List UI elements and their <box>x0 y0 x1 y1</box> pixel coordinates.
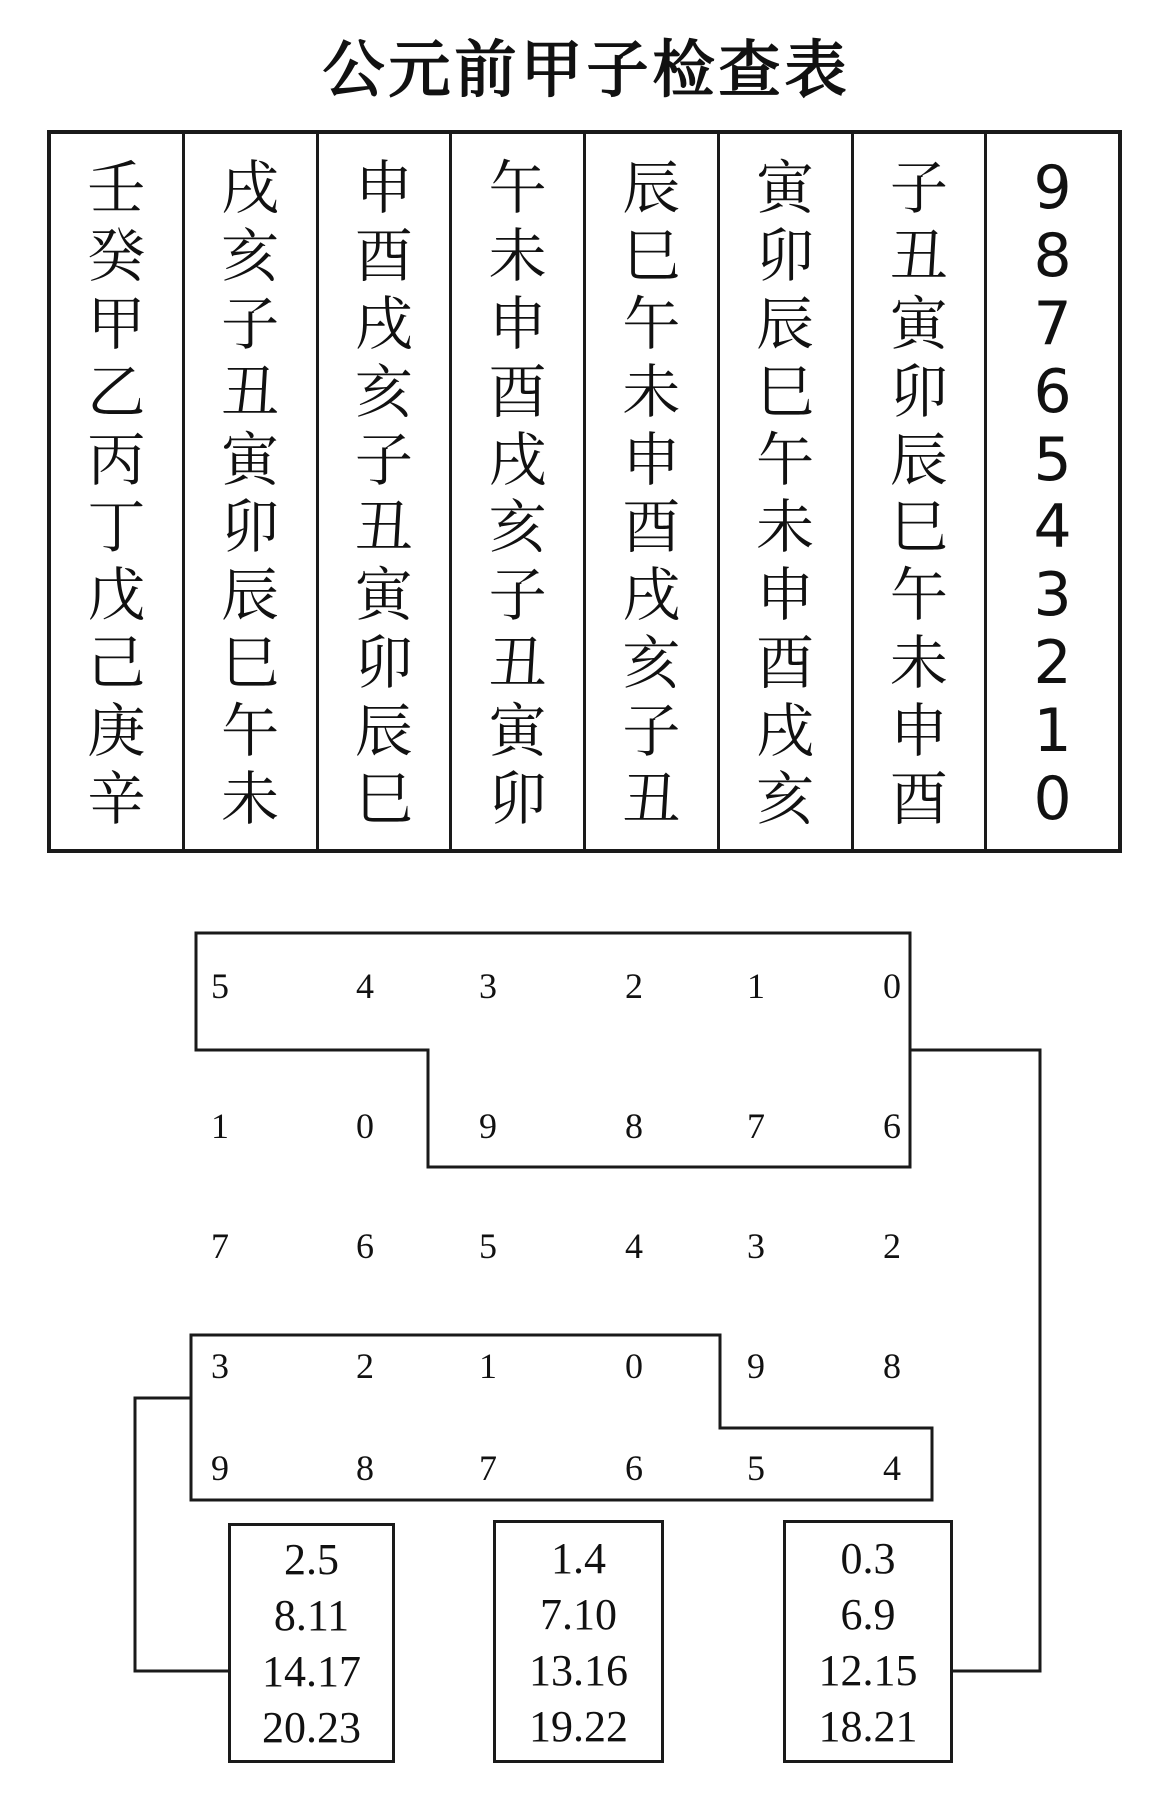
grid-number: 5 <box>747 1448 765 1488</box>
table-cell: 丑 <box>889 221 948 290</box>
box-line: 0.3 <box>840 1533 896 1583</box>
digit-cell: 6 <box>1033 356 1072 427</box>
table-cell: 巳 <box>622 221 681 290</box>
grid-number: 7 <box>211 1226 229 1266</box>
table-cell: 卯 <box>889 357 948 426</box>
grid-number: 2 <box>883 1226 901 1266</box>
grid-number: 6 <box>625 1448 643 1488</box>
box-line: 13.16 <box>529 1645 628 1695</box>
table-cell: 戌 <box>622 561 681 630</box>
grid-number: 9 <box>211 1448 229 1488</box>
table-cell: 酉 <box>889 764 948 833</box>
table-cell: 辰 <box>889 425 948 494</box>
table-cell: 亥 <box>488 493 547 562</box>
table-cell: 巳 <box>756 357 815 426</box>
table-cell: 甲 <box>87 289 146 358</box>
table-cell: 子 <box>488 561 547 630</box>
table-cell: 寅 <box>488 697 547 765</box>
table-cell: 申 <box>889 697 948 765</box>
table-cell: 亥 <box>354 357 413 426</box>
table-cell: 丑 <box>488 629 547 698</box>
table-cell: 午 <box>622 289 681 358</box>
table-cell: 巳 <box>889 493 948 562</box>
grid-number: 8 <box>625 1106 643 1146</box>
table-cell: 辛 <box>87 764 146 833</box>
table-cell: 未 <box>221 764 280 833</box>
result-box-left <box>228 1523 395 1763</box>
table-cell: 巳 <box>354 764 413 833</box>
result-box-middle <box>493 1520 664 1763</box>
box-line: 18.21 <box>818 1701 918 1751</box>
grid-number: 0 <box>625 1346 643 1386</box>
digit-cell: 8 <box>1033 220 1072 291</box>
table-cell: 午 <box>756 425 815 494</box>
table-cell: 酉 <box>756 629 815 698</box>
box-line: 12.15 <box>818 1645 918 1695</box>
top-outline <box>196 933 910 1167</box>
digit-cell: 5 <box>1033 424 1072 495</box>
grid-number: 5 <box>479 1226 497 1266</box>
table-cell: 己 <box>87 629 146 698</box>
table-cell: 卯 <box>221 493 280 562</box>
grid-number: 0 <box>356 1106 374 1146</box>
table-cell: 戌 <box>221 154 280 222</box>
table-cell: 子 <box>622 697 681 765</box>
grid-number: 3 <box>479 966 497 1006</box>
table-cell: 亥 <box>622 629 681 698</box>
grid-number: 3 <box>211 1346 229 1386</box>
page-title: 公元前甲子检查表 <box>322 33 851 106</box>
table-cell: 戊 <box>87 561 146 630</box>
table-cell: 午 <box>488 154 547 222</box>
table-cell: 午 <box>889 561 948 630</box>
digit-cell: 9 <box>1033 153 1072 223</box>
table-cell: 壬 <box>87 154 146 222</box>
grid-number: 9 <box>747 1346 765 1386</box>
grid-number: 8 <box>883 1346 901 1386</box>
box-line: 2.5 <box>284 1535 339 1584</box>
table-cell: 丑 <box>622 764 681 833</box>
grid-number: 2 <box>625 966 643 1006</box>
grid-number: 4 <box>883 1448 901 1488</box>
box-line: 14.17 <box>262 1647 361 1696</box>
table-cell: 戌 <box>756 697 815 765</box>
digit-cell: 2 <box>1033 628 1072 699</box>
table-cell: 申 <box>354 154 413 222</box>
box-line: 1.4 <box>551 1533 606 1583</box>
table-cell: 申 <box>756 561 815 630</box>
table-cell: 辰 <box>354 697 413 765</box>
table-cell: 未 <box>488 221 547 290</box>
table-cell: 子 <box>889 154 948 222</box>
table-cell: 卯 <box>354 629 413 698</box>
grid-number: 4 <box>625 1226 643 1266</box>
table-cell: 卯 <box>756 221 815 290</box>
table-cell: 丑 <box>221 357 280 426</box>
box-line: 6.9 <box>840 1589 896 1639</box>
grid-number: 3 <box>747 1226 765 1266</box>
table-cell: 寅 <box>221 425 280 494</box>
table-cell: 辰 <box>756 289 815 358</box>
grid-number: 8 <box>356 1448 374 1488</box>
grid-number: 6 <box>356 1226 374 1266</box>
grid-number: 4 <box>356 966 374 1006</box>
table-cell: 亥 <box>756 764 815 833</box>
grid-number: 2 <box>356 1346 374 1386</box>
table-cell: 亥 <box>221 221 280 290</box>
table-cell: 丑 <box>354 493 413 562</box>
box-line: 8.11 <box>273 1591 350 1640</box>
grid-number: 0 <box>883 966 901 1006</box>
table-cell: 未 <box>756 493 815 562</box>
grid-number: 1 <box>747 966 765 1006</box>
table-cell: 午 <box>221 697 280 765</box>
table-cell: 酉 <box>354 221 413 290</box>
table-cell: 寅 <box>889 289 948 358</box>
grid-number: 7 <box>479 1448 497 1488</box>
table-cell: 乙 <box>87 357 146 426</box>
table-cell: 申 <box>622 425 681 494</box>
table-cell: 酉 <box>622 493 681 562</box>
grid-number: 1 <box>211 1106 229 1146</box>
grid-number: 9 <box>479 1106 497 1146</box>
grid-number: 1 <box>479 1346 497 1386</box>
digit-cell: 1 <box>1033 696 1072 766</box>
table-cell: 卯 <box>488 764 547 833</box>
left-connector <box>135 1398 230 1671</box>
result-box-right <box>783 1520 953 1763</box>
box-line: 20.23 <box>262 1703 361 1752</box>
grid-number: 7 <box>747 1106 765 1146</box>
table-cell: 子 <box>354 425 413 494</box>
grid-number: 6 <box>883 1106 901 1146</box>
table-cell: 辰 <box>221 561 280 630</box>
table-cell: 戌 <box>488 425 547 494</box>
bottom-outline <box>191 1335 932 1500</box>
digit-cell: 3 <box>1033 560 1072 631</box>
digit-cell: 7 <box>1033 288 1072 359</box>
table-cell: 申 <box>488 289 547 358</box>
box-line: 7.10 <box>540 1589 617 1639</box>
table-cell: 未 <box>889 629 948 698</box>
table-cell: 酉 <box>488 357 547 426</box>
table-cell: 未 <box>622 357 681 426</box>
table-cell: 丁 <box>87 493 146 562</box>
grid-number: 5 <box>211 966 229 1006</box>
table-cell: 癸 <box>87 221 146 290</box>
table-cell: 戌 <box>354 289 413 358</box>
digit-cell: 0 <box>1033 763 1072 834</box>
digit-cell: 4 <box>1033 492 1072 563</box>
box-line: 19.22 <box>529 1701 628 1751</box>
table-cell: 庚 <box>87 697 146 765</box>
table-cell: 辰 <box>622 154 681 222</box>
table-cell: 寅 <box>354 561 413 630</box>
table-cell: 子 <box>221 289 280 358</box>
table-cell: 丙 <box>87 425 146 494</box>
table-cell: 寅 <box>756 154 815 222</box>
table-cell: 巳 <box>221 629 280 698</box>
